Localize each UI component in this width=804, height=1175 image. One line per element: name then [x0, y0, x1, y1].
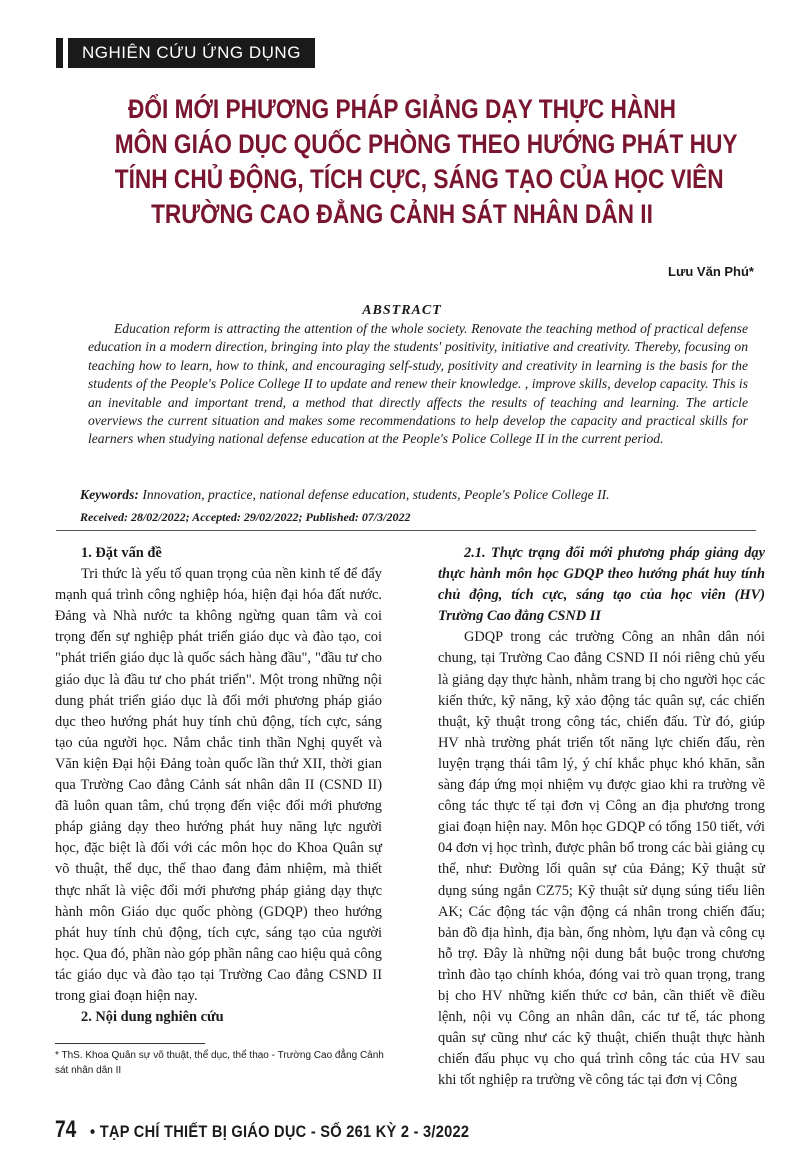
keywords: [80, 486, 760, 504]
paragraph: Tri thức là yếu tố quan trọng của nền kinh tế để đẩy mạnh quá trình công nghiệp hóa, hiện đại hóa đất nước. Đảng và Nhà nước ta không ngừng quan tâm và coi trọng đến sự nghiệp phát triển giáo dục và đào tạo, coi "phát triển giáo dục là quốc sách hàng đầu", "đầu tư cho giáo dục là đầu tư cho phát triển". Một trong những nội dung phát triển giáo dục là đổi mới phương pháp giáo dục theo hướng phát huy tính chủ động, tích cực, sáng tạo của người học. Nắm chắc tinh thần Nghị quyết và Văn kiện Đại hội Đảng toàn quốc lần thứ XII, thời gian qua Trường Cao đẳng Cảnh sát nhân dân II (CSND II) đã luôn quan tâm, chú trọng đến việc đổi mới phương pháp giảng dạy theo hướng phát huy năng lực người học, đặc biệt là đối với các môn học do Khoa Quân sự võ thuật, thể dục, thể thao đang đảm nhiệm, mà thiết thực nhất là việc đổi mới phương pháp giảng dạy thực hành môn Giáo dục quốc phòng (GDQP) theo hướng phát huy tính chủ động, tích cực, sáng tạo của người học. Qua đó, phần nào góp phần nâng cao hiệu quả công tác giáo dục và đào tạo tại Trường Cao đẳng CSND II trong giai đoạn hiện nay.: [55, 566, 382, 1004]
footnote: * ThS. Khoa Quân sự võ thuật, thể dục, thể thao - Trường Cao đẳng Cảnh sát nhân dân II: [55, 1050, 384, 1076]
page-number: 74: [55, 1116, 77, 1143]
tag-bar: [56, 38, 63, 68]
subsection-heading: 2.1. Thực trạng đổi mới phương pháp giảng dạy thực hành môn học GDQP theo hướng phát huy tính chủ động, tích cực, sáng tạo của học viên (HV) Trường Cao đẳng CSND II: [438, 545, 765, 625]
publication-dates: Received: 28/02/2022; Accepted: 29/02/2022; Published: 07/3/2022: [80, 510, 411, 524]
divider: [56, 530, 756, 531]
section-heading-1: 1. Đặt vấn đề: [81, 545, 162, 561]
keywords-text: Innovation, practice, national defense education, students, People's Police College II.: [142, 487, 610, 502]
paragraph: GDQP trong các trường Công an nhân dân nói chung, tại Trường Cao đẳng CSND II nói riêng chủ yếu là giảng dạy thực hành, nhằm trang bị cho người học các kiến thức, kỹ năng, kỹ xảo động tác quân sự, các chiến thuật, kỹ thuật trong công tác, chiến đấu. Từ đó, giúp HV nhà trường phát triển tốt năng lực chiến đấu, rèn luyện trạng thái tâm lý, ý chí khắc phục khó khăn, sẵn sàng đáp ứng mọi nhiệm vụ được giao khi ra trường về công tác thực tế tại đơn vị Công an địa phương trong giai đoạn hiện nay. Môn học GDQP có tổng 150 tiết, với 04 đơn vị học trình, được phân bổ trong các bài giảng cụ thể, như: Đường lối quân sự của Đảng; Kỹ thuật sử dụng súng ngắn CZ75; Kỹ thuật sử dụng súng tiểu liên AK; Các động tác vận động cá nhân trong chiến đấu; bản đồ địa hình, địa bàn, ống nhòm, lựu đạn và công cụ hỗ trợ. Đây là những nội dung bắt buộc trong chương trình đào tạo chính khóa, đóng vai trò quan trọng, trang bị cho HV những kiến thức cơ bản, cần thiết về điều lệnh, nội vụ Công an nhân dân, các tư tế, tác phong quân sự cũng như các kỹ thuật, chiến thuật thực hành chiến đấu phục vụ cho quá trình công tác của HV sau khi tốt nghiệp ra trường về công tác tại đơn vị Công: [438, 629, 765, 1089]
title-line: ĐỔI MỚI PHƯƠNG PHÁP GIẢNG DẠY THỰC HÀNH: [127, 94, 677, 124]
title-line: TÍNH CHỦ ĐỘNG, TÍCH CỰC, SÁNG TẠO CỦA HỌC VIÊN: [114, 164, 724, 194]
section-heading-2: 2. Nội dung nghiên cứu: [81, 1009, 224, 1026]
title-line: TRƯỜNG CAO ĐẲNG CẢNH SÁT NHÂN DÂN II: [151, 199, 653, 229]
right-column: [438, 543, 765, 1091]
section-tag-label: NGHIÊN CỨU ỨNG DỤNG: [68, 38, 315, 68]
abstract-text: Education reform is attracting the attention of the whole society. Renovate the teaching method of practical defense education in a modern direction, bringing into play the students' positivity, initiative and creativity. Thereby, focusing on teaching how to learn, how to think, and encouraging self-study, positivity and creativity in learning is the basis for the students of the People's Police College II to update and renew their knowledge. , improve skills, develop capacity. This is an inevitable and important trend, a method that directly affects the results of teaching and learning. The article overviews the current situation and makes some recommendations to help develop the capacity and practical skills for learners when studying national defense education at the People's Police College II in the current period.: [88, 321, 748, 447]
abstract-heading: ABSTRACT: [362, 303, 442, 318]
title-line: MÔN GIÁO DỤC QUỐC PHÒNG THEO HƯỚNG PHÁT HUY: [114, 129, 738, 159]
footnote-rule: [55, 1043, 205, 1044]
author-name: Lưu Văn Phú*: [668, 264, 754, 279]
page-footer: [55, 1116, 531, 1144]
journal-name: • TẠP CHÍ THIẾT BỊ GIÁO DỤC - SỐ 261 KỲ 2 - 3/2022: [89, 1122, 469, 1141]
section-tag: [56, 38, 315, 68]
article-title: [114, 92, 738, 232]
keywords-label: Keywords:: [80, 487, 139, 502]
left-column: [55, 543, 382, 1028]
